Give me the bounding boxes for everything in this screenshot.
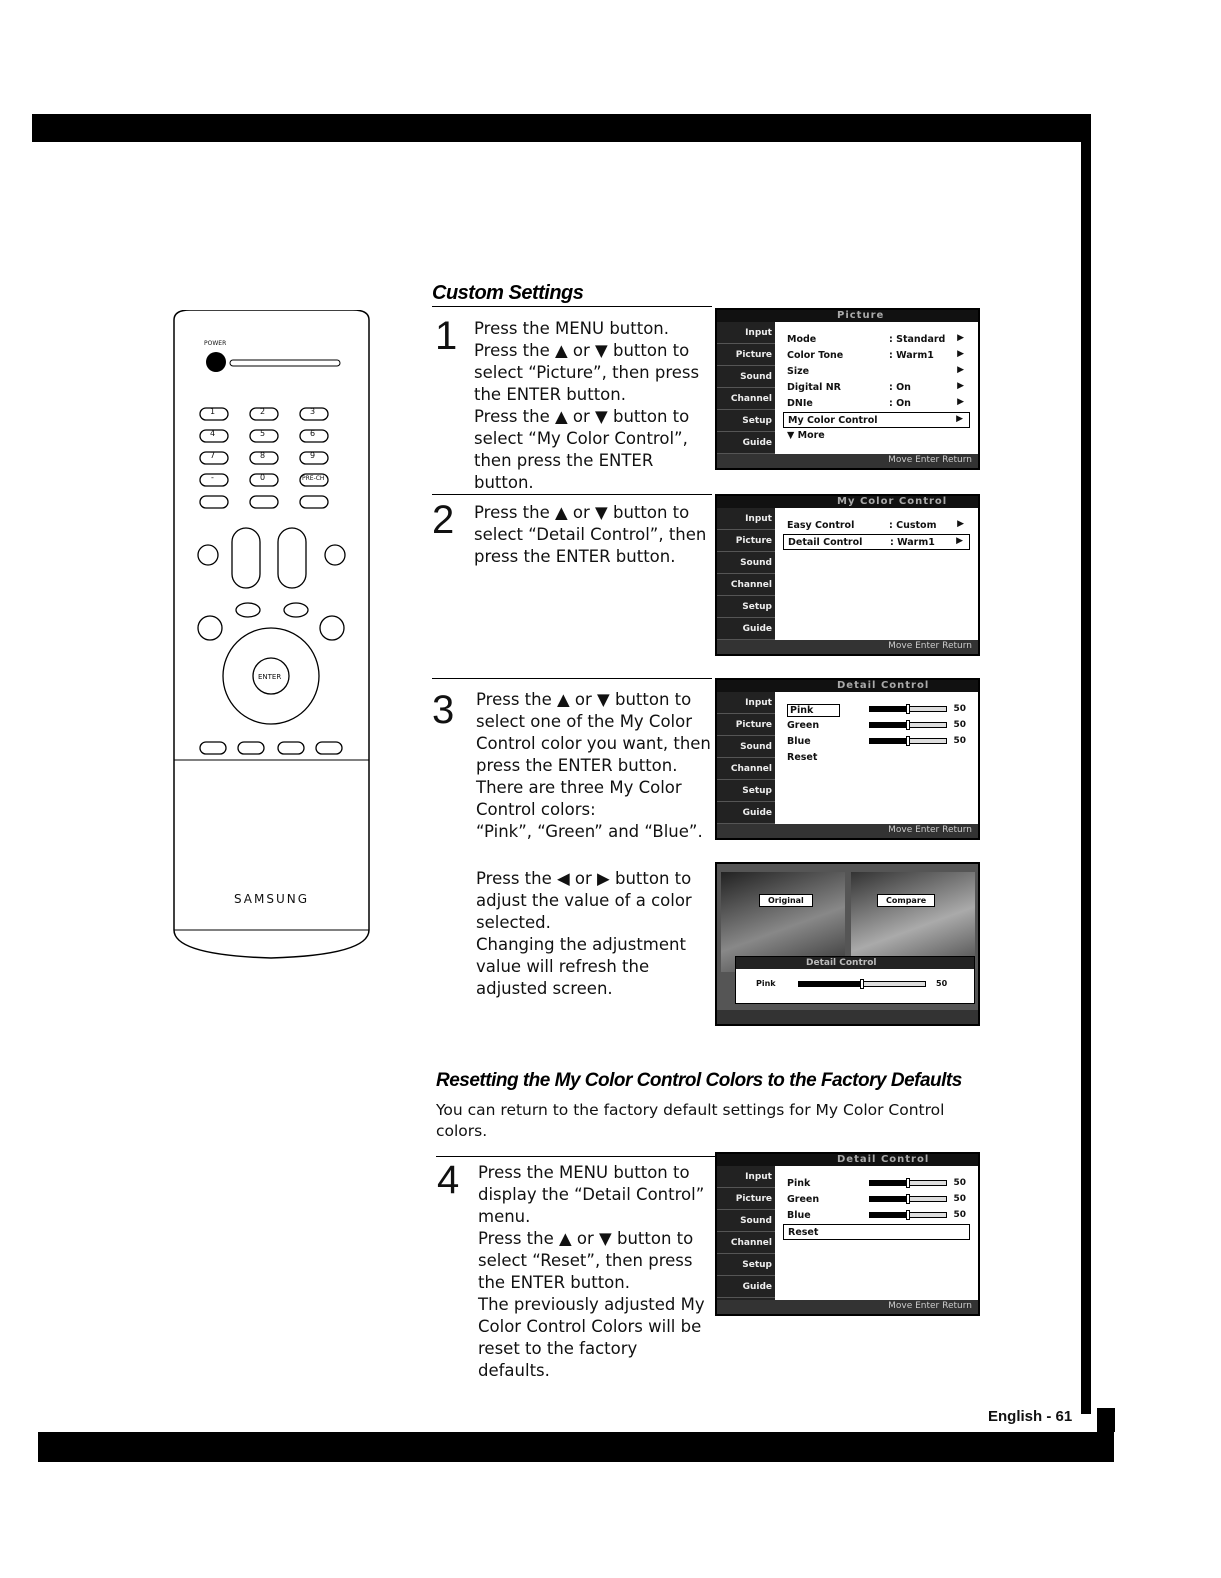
osd-footer: Move Enter Return — [888, 455, 972, 465]
osd-sidebar-picture: Picture — [717, 530, 775, 552]
compare-label-pink: Pink — [756, 979, 776, 988]
remote-key-6: 6 — [310, 429, 316, 438]
osd-row-value: : Warm1 — [889, 350, 934, 361]
osd-row-selected — [783, 1224, 970, 1240]
step-4-line: Press the MENU button to display the “Detail Control” menu. — [478, 1163, 705, 1226]
osd-menu — [783, 518, 970, 550]
step-3-text — [476, 689, 716, 843]
osd-row — [783, 348, 970, 364]
arrow-right-icon: ▶ — [956, 536, 963, 546]
osd-row — [783, 396, 970, 412]
osd-detail-control — [715, 678, 980, 840]
osd-sidebar-channel: Channel — [717, 574, 775, 596]
remote-control — [170, 310, 373, 960]
arrow-right-icon: ▶ — [957, 365, 964, 375]
osd-sidebar-setup: Setup — [717, 410, 775, 432]
osd-sidebar-input: Input — [717, 508, 775, 530]
osd-row-value: 50 — [953, 1194, 966, 1204]
osd-sidebar-setup: Setup — [717, 1254, 775, 1276]
osd-row — [783, 750, 970, 766]
osd-row-label: Mode — [787, 334, 817, 345]
osd-row-value: 50 — [953, 1210, 966, 1220]
remote-brand: SAMSUNG — [233, 892, 310, 906]
step-4-line: The previously adjusted My Color Control Colors will be reset to the factory defaults. — [478, 1295, 705, 1380]
osd-sidebar-guide: Guide — [717, 618, 775, 640]
osd-row-value: 50 — [953, 736, 966, 746]
top-bar — [32, 114, 1090, 142]
osd-sidebar-channel: Channel — [717, 1232, 775, 1254]
osd-sidebar — [717, 508, 775, 640]
original-label: Original — [759, 894, 813, 907]
osd-sidebar-picture: Picture — [717, 1188, 775, 1210]
osd-row-label: Reset — [787, 752, 818, 763]
title-underline — [432, 306, 712, 307]
remote-key-1: 1 — [210, 407, 216, 416]
osd-row-label: Reset — [788, 1227, 819, 1238]
step-3-number: 3 — [432, 688, 455, 732]
osd-menu — [783, 702, 970, 766]
osd-row-label: DNIe — [787, 398, 813, 409]
step-1-number: 1 — [435, 314, 458, 358]
osd-row — [783, 718, 970, 734]
step-separator — [432, 494, 712, 495]
osd-sidebar — [717, 322, 775, 454]
osd-compare-screen — [715, 862, 980, 1026]
step-2-number: 2 — [432, 498, 455, 542]
osd-row-label: ▼ More — [787, 430, 825, 441]
osd-row-label: Digital NR — [787, 382, 841, 393]
osd-footer: Move Enter Return — [888, 1301, 972, 1311]
corner-mark — [1097, 1408, 1115, 1432]
osd-picture-menu — [715, 308, 980, 470]
color-slider — [798, 981, 926, 987]
osd-my-color-control — [715, 494, 980, 656]
step-2-line: Press the ▲ or ▼ button to select “Detail Control”, then press the ENTER button. — [474, 503, 707, 566]
remote-key-9: 9 — [310, 451, 316, 460]
color-slider — [869, 706, 947, 712]
osd-row-value: 50 — [953, 720, 966, 730]
osd-row — [783, 364, 970, 380]
osd-row-value: 50 — [953, 704, 966, 714]
color-slider — [869, 1180, 947, 1186]
osd-detail-control-reset — [715, 1152, 980, 1316]
osd-row — [783, 380, 970, 396]
osd-row — [783, 518, 970, 534]
osd-row — [783, 702, 970, 718]
remote-key-8: 8 — [260, 451, 266, 460]
step-3-line: Press the ◀ or ▶ button to adjust the value of a color selected. — [476, 869, 692, 932]
osd-title: Picture — [837, 310, 885, 321]
right-bar — [1081, 114, 1091, 1414]
osd-sidebar-setup: Setup — [717, 780, 775, 802]
osd-footer: Move Enter Return — [888, 641, 972, 651]
osd-sidebar-guide: Guide — [717, 432, 775, 454]
osd-row-label: Pink — [787, 1178, 811, 1189]
bottom-bar — [38, 1432, 1114, 1462]
osd-row-value: : Warm1 — [890, 537, 935, 548]
osd-row — [783, 1192, 970, 1208]
color-slider — [869, 738, 947, 744]
osd-row-label: Detail Control — [788, 537, 863, 548]
osd-row-value: 50 — [953, 1178, 966, 1188]
osd-sidebar-channel: Channel — [717, 388, 775, 410]
osd-sidebar-sound: Sound — [717, 552, 775, 574]
osd-sidebar-channel: Channel — [717, 758, 775, 780]
osd-title: Detail Control — [837, 680, 930, 691]
arrow-right-icon: ▶ — [957, 519, 964, 529]
arrow-right-icon: ▶ — [957, 349, 964, 359]
osd-sidebar-sound: Sound — [717, 736, 775, 758]
step-1-line: Press the ▲ or ▼ button to select “Picture”, then press the ENTER button. — [474, 341, 700, 404]
step-separator — [432, 678, 712, 679]
step-3-text-2 — [476, 868, 706, 1000]
osd-row-selected — [783, 534, 970, 550]
compare-value: 50 — [936, 979, 948, 988]
osd-row — [783, 428, 970, 444]
osd-sidebar-sound: Sound — [717, 1210, 775, 1232]
osd-row — [783, 1176, 970, 1192]
step-separator — [436, 1156, 716, 1157]
osd-row-label: Size — [787, 366, 810, 377]
osd-sidebar-input: Input — [717, 322, 775, 344]
section-2-intro: You can return to the factory default settings for My Color Control colors. — [436, 1101, 945, 1140]
osd-row-label: Green — [787, 720, 820, 731]
step-1-text — [474, 318, 714, 494]
arrow-right-icon: ▶ — [957, 381, 964, 391]
osd-row-value: : Custom — [889, 520, 937, 531]
remote-power-label: POWER — [204, 340, 227, 347]
osd-sidebar-input: Input — [717, 692, 775, 714]
osd-menu — [783, 332, 970, 444]
color-slider — [869, 722, 947, 728]
osd-row-label: Pink — [787, 704, 840, 717]
osd-sidebar-guide: Guide — [717, 1276, 775, 1298]
remote-key-2: 2 — [260, 407, 266, 416]
section-title-custom-settings: Custom Settings — [432, 282, 584, 304]
remote-enter-label: ENTER — [258, 673, 282, 681]
osd-row — [783, 332, 970, 348]
remote-key-0: 0 — [260, 473, 266, 482]
compare-panel — [735, 956, 975, 1004]
remote-key-3: 3 — [310, 407, 316, 416]
step-3-line: There are three My Color Control colors: — [476, 778, 682, 819]
osd-row-label: Blue — [787, 1210, 811, 1221]
osd-footer: Move Enter Return — [888, 825, 972, 835]
osd-title: Detail Control — [837, 1154, 930, 1165]
osd-sidebar — [717, 692, 775, 824]
step-1-line: Press the MENU button. — [474, 319, 669, 338]
compare-panel-title: Detail Control — [736, 957, 974, 969]
remote-key-dash: - — [211, 473, 214, 482]
osd-menu — [783, 1176, 970, 1240]
remote-key-5: 5 — [260, 429, 266, 438]
color-slider — [869, 1212, 947, 1218]
step-4-line: Press the ▲ or ▼ button to select “Reset”, then press the ENTER button. — [478, 1229, 694, 1292]
compare-label: Compare — [877, 894, 935, 907]
remote-key-prech: PRE-CH — [302, 475, 325, 482]
remote-key-7: 7 — [210, 451, 216, 460]
step-3-line: Press the ▲ or ▼ button to select one of the My Color Control color you want, then press the ENTER button. — [476, 690, 711, 775]
osd-row-label: Green — [787, 1194, 820, 1205]
arrow-right-icon: ▶ — [957, 397, 964, 407]
step-3-line: “Pink”, “Green” and “Blue”. — [476, 822, 703, 841]
osd-row-label: Blue — [787, 736, 811, 747]
osd-row — [783, 1208, 970, 1224]
osd-row-label: My Color Control — [788, 415, 878, 426]
osd-row — [783, 734, 970, 750]
osd-sidebar-guide: Guide — [717, 802, 775, 824]
arrow-right-icon: ▶ — [957, 333, 964, 343]
color-slider — [869, 1196, 947, 1202]
osd-sidebar-setup: Setup — [717, 596, 775, 618]
osd-row-label: Easy Control — [787, 520, 855, 531]
section-title-resetting: Resetting the My Color Control Colors to the Factory Defaults — [436, 1070, 962, 1091]
osd-sidebar-picture: Picture — [717, 344, 775, 366]
page-number: English - 61 — [988, 1408, 1073, 1425]
osd-sidebar-sound: Sound — [717, 366, 775, 388]
remote-key-4: 4 — [210, 429, 216, 438]
osd-row-value: : On — [889, 382, 911, 393]
osd-row-value: : Standard — [889, 334, 946, 345]
osd-row-value: : On — [889, 398, 911, 409]
osd-sidebar — [717, 1166, 775, 1300]
step-3-line: Changing the adjustment value will refresh the adjusted screen. — [476, 935, 686, 998]
osd-row-label: Color Tone — [787, 350, 844, 361]
step-4-number: 4 — [437, 1158, 460, 1202]
step-2-text — [474, 502, 714, 568]
osd-sidebar-picture: Picture — [717, 714, 775, 736]
step-1-line: Press the ▲ or ▼ button to select “My Color Control”, then press the ENTER button. — [474, 407, 690, 492]
osd-row-selected — [783, 412, 970, 428]
osd-title: My Color Control — [837, 496, 948, 507]
arrow-right-icon: ▶ — [956, 414, 963, 424]
step-4-text — [478, 1162, 713, 1382]
osd-sidebar-input: Input — [717, 1166, 775, 1188]
